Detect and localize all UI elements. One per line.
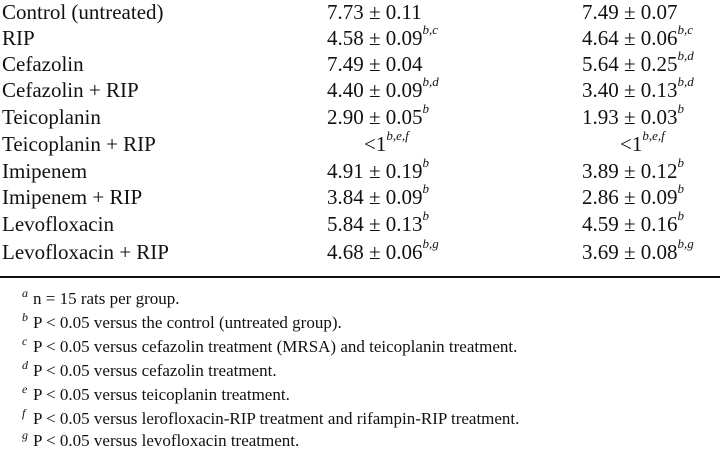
col3-superscript: b — [677, 181, 685, 196]
col3-superscript: b — [677, 101, 685, 116]
col2-superscript: b,e,f — [386, 128, 409, 143]
col2-value: 4.58 ± 0.09 — [327, 26, 423, 50]
col2-value: 7.49 ± 0.04 — [327, 52, 423, 76]
col2-cell — [327, 0, 422, 25]
col2-superscript: b — [422, 101, 430, 116]
footnote — [0, 335, 720, 358]
col2-value: 4.91 ± 0.19 — [327, 159, 423, 183]
table-row — [0, 208, 720, 237]
col2-cell — [327, 22, 439, 51]
col3-superscript: b,d — [677, 48, 694, 63]
table-row — [0, 155, 720, 184]
col2-cell — [327, 181, 430, 210]
footnote-mark: b — [22, 310, 28, 324]
footnote-mark: c — [22, 334, 28, 348]
footnote-text: P < 0.05 versus the control (untreated group). — [33, 313, 342, 332]
table-row — [0, 181, 720, 210]
footnote-text: P < 0.05 versus teicoplanin treatment. — [33, 385, 290, 404]
footnote-text: P < 0.05 versus cefazolin treatment. — [33, 361, 277, 380]
table-row — [0, 74, 720, 103]
col2-superscript: b — [422, 181, 430, 196]
col3-cell — [582, 208, 685, 237]
col2-value: 4.68 ± 0.06 — [327, 240, 423, 264]
treatment-label: Levofloxacin — [2, 212, 114, 236]
col3-cell — [582, 181, 685, 210]
footnote-mark: g — [22, 428, 28, 442]
col3-cell — [620, 128, 665, 157]
treatment-label: Teicoplanin + RIP — [2, 132, 156, 156]
col2-value: 3.84 ± 0.09 — [327, 185, 423, 209]
footnote — [0, 287, 720, 310]
col2-value: 5.84 ± 0.13 — [327, 212, 423, 236]
col3-value: <1 — [620, 132, 643, 156]
treatment-label: Control (untreated) — [2, 0, 164, 24]
col3-value: 2.86 ± 0.09 — [582, 185, 678, 209]
col2-cell — [327, 208, 430, 237]
col2-value: 4.40 ± 0.09 — [327, 78, 423, 102]
col3-superscript: b — [677, 155, 685, 170]
treatment-label: Cefazolin + RIP — [2, 78, 139, 102]
treatment-label: RIP — [2, 26, 35, 50]
col3-value: 1.93 ± 0.03 — [582, 105, 678, 129]
col2-cell — [327, 236, 439, 265]
col2-cell — [327, 101, 430, 130]
treatment-label: Imipenem — [2, 159, 88, 183]
col2-value: 2.90 ± 0.05 — [327, 105, 423, 129]
col2-value: <1 — [364, 132, 387, 156]
footnote-mark: a — [22, 286, 28, 300]
footnote-text: P < 0.05 versus levofloxacin treatment. — [33, 431, 300, 450]
col3-value: 3.40 ± 0.13 — [582, 78, 678, 102]
col3-cell — [582, 74, 694, 103]
col3-value: 4.59 ± 0.16 — [582, 212, 678, 236]
col2-superscript: b,g — [422, 236, 439, 251]
col2-cell — [327, 155, 430, 184]
treatment-label: Imipenem + RIP — [2, 185, 143, 209]
footnote-mark: d — [22, 358, 28, 372]
col3-cell — [582, 0, 678, 25]
col3-cell — [582, 101, 685, 130]
col3-superscript: b,e,f — [642, 128, 665, 143]
col2-cell — [327, 52, 423, 77]
footnote-text: P < 0.05 versus lerofloxacin-RIP treatment and rifampin-RIP treatment. — [33, 409, 520, 428]
col2-superscript: b — [422, 155, 430, 170]
footnote — [0, 359, 720, 382]
col3-value: 7.49 ± 0.07 — [582, 0, 678, 24]
col2-cell — [364, 128, 409, 157]
col3-cell — [582, 48, 694, 77]
footnote-text: n = 15 rats per group. — [33, 289, 180, 308]
col3-value: 3.69 ± 0.08 — [582, 240, 678, 264]
footnote — [0, 407, 720, 430]
table-row — [0, 128, 720, 157]
footnote — [0, 429, 720, 452]
table-row — [0, 0, 720, 25]
table-row — [0, 48, 720, 77]
col3-value: 3.89 ± 0.12 — [582, 159, 678, 183]
footnote-mark: f — [22, 406, 26, 420]
treatment-label: Cefazolin — [2, 52, 84, 76]
footnote-text: P < 0.05 versus cefazolin treatment (MRSA) and teicoplanin treatment. — [33, 337, 518, 356]
col3-cell — [582, 236, 694, 265]
col3-cell — [582, 22, 694, 51]
col2-superscript: b,d — [422, 74, 439, 89]
table-row — [0, 22, 720, 51]
footnote — [0, 311, 720, 334]
col3-superscript: b,d — [677, 74, 694, 89]
col2-value: 7.73 ± 0.11 — [327, 0, 422, 24]
col3-value: 4.64 ± 0.06 — [582, 26, 678, 50]
footnote-mark: e — [22, 382, 28, 396]
col3-superscript: b — [677, 208, 685, 223]
col3-value: 5.64 ± 0.25 — [582, 52, 678, 76]
col3-superscript: b,g — [677, 236, 694, 251]
col3-superscript: b,c — [677, 22, 694, 37]
col2-superscript: b,c — [422, 22, 439, 37]
treatment-label: Levofloxacin + RIP — [2, 240, 169, 264]
table-row — [0, 236, 720, 265]
col2-superscript: b — [422, 208, 430, 223]
treatment-label: Teicoplanin — [2, 105, 101, 129]
footnote — [0, 383, 720, 406]
table-row — [0, 101, 720, 130]
table-bottom-rule — [0, 276, 720, 278]
col2-cell — [327, 74, 439, 103]
col3-cell — [582, 155, 685, 184]
